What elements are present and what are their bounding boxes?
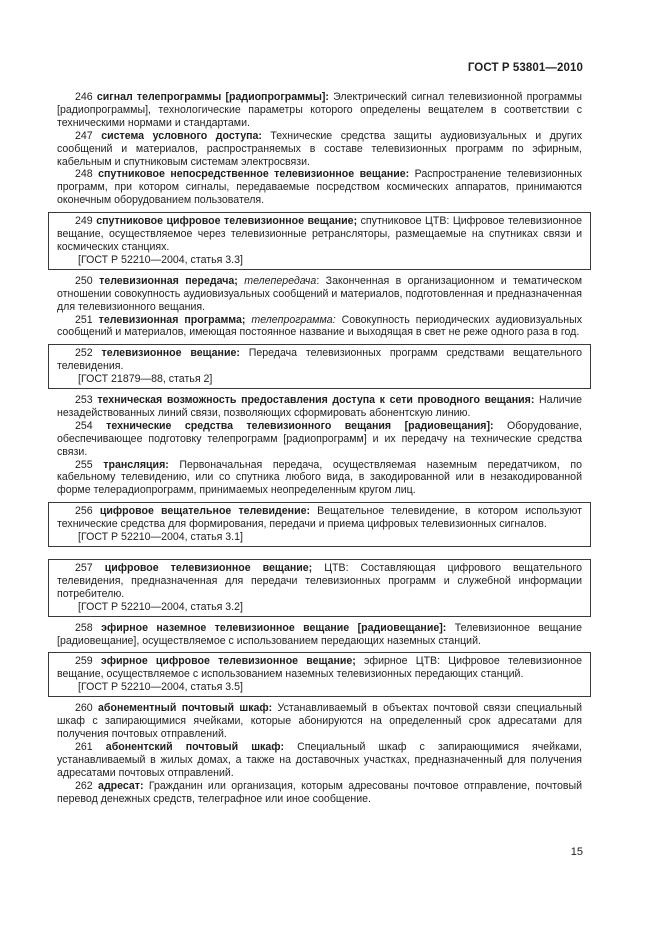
term-entry-255: 255 трансляция: Первоначальная передача, осуществляемая наземным передатчиком, по кабельному телевидению, или со спутника любого вида, в закодированной или в незакодированной форме телерадиопрограмм, принимаемых неопределенным кругом лиц.: [57, 458, 582, 497]
term-entry-252: 252 телевизионное вещание: Передача телевизионных программ средствами вещательного телевидения.: [57, 347, 582, 373]
term-name: телевизионное вещание:: [101, 347, 240, 360]
term-box-252: [48, 344, 591, 389]
term-entry-258: 258 эфирное наземное телевизионное вещание [радиовещание]: Телевизионное вещание [радиовещание], осуществляемое с использованием передающих наземных станций.: [57, 621, 582, 647]
page-number: 15: [570, 846, 583, 858]
document-header-id: ГОСТ Р 53801—2010: [467, 62, 583, 74]
term-source: [ГОСТ Р 52210—2004, статья 3.3]: [78, 253, 243, 266]
term-definition: Гражданин или организация, которым адресованы почтовое отправление, почтовый перевод денежных средств, телеграфное или иное сообщение.: [57, 779, 582, 805]
term-entry-247: 247 система условного доступа: Технические средства защиты аудиовизуальных и других сообщений и материалов, распространяемых в составе телевизионных программ по эфирным, кабельным и спутниковым системам электросвязи.: [57, 129, 582, 168]
term-entry-254: 254 технические средства телевизионного вещания [радиовещания]: Оборудование, обеспечивающее подготовку телепрограмм [радиопрограмм] и их передачу на технические средства связи.: [57, 419, 582, 458]
terms-list: [57, 91, 582, 805]
term-entry-249: 249 спутниковое цифровое телевизионное вещание; спутниковое ЦТВ: Цифровое телевизионное вещание, осуществляемое через телевизионные ретрансляторы, размещаемые на спутниках связи и космических станциях.: [57, 215, 582, 253]
term-name: сигнал телепрограммы [радиопрограммы]:: [96, 91, 329, 103]
term-box-256: [48, 502, 591, 547]
term-source: [ГОСТ 21879—88, статья 2]: [78, 373, 213, 386]
term-definition: Наличие незадействованных линий связи, позволяющих сформировать абонентскую линию.: [57, 394, 583, 419]
term-box-257: [48, 559, 591, 617]
term-definition: Вещательное телевидение, в котором используют технические средства для формирования, передачи и приема цифровых телевизионных сигналов.: [57, 505, 582, 531]
term-source: [ГОСТ Р 52210—2004, статья 3.5]: [78, 681, 243, 694]
term-name: абонентский почтовый шкаф:: [105, 740, 285, 753]
term-name: телевизионная программа;: [98, 313, 246, 326]
term-entry-248: 248 спутниковое непосредственное телевизионное вещание: Распространение телевизионных программ, при котором сигналы, передаваемые посредством космических аппаратов, принимаются оконечным оборудованием пользователя.: [57, 168, 582, 207]
term-name: эфирное наземное телевизионное вещание [радиовещание]:: [101, 621, 447, 634]
term-definition: спутниковое ЦТВ: Цифровое телевизионное вещание, осуществляемое через телевизионные ретрансляторы, размещаемые на спутниках связи и космических станциях.: [57, 215, 582, 253]
term-name: телевизионная передача;: [99, 274, 238, 287]
term-abbreviation: телепередача: [244, 274, 317, 287]
term-entry-261: 261 абонентский почтовый шкаф: Специальный шкаф с запирающимися ячейками, устанавливаемый в жилых домах, а также на доставочных участках, предназначенный для получения адресатами почтовых отправлений.: [57, 740, 582, 779]
term-name: цифровое телевизионное вещание;: [104, 562, 313, 574]
term-abbreviation: телепрограмма:: [251, 313, 336, 326]
term-name: технические средства телевизионного вещания [радиовещания]:: [106, 419, 494, 432]
term-name: эфирное цифровое телевизионное вещание;: [100, 655, 356, 668]
term-definition: Телевизионное вещание [радиовещание], осуществляемое с использованием передающих наземных станций.: [57, 621, 582, 647]
term-definition: Совокупность периодических аудиовизуальных сообщений и материалов, имеющая постоянное название и выходящая в свет не реже одного раза в год.: [57, 313, 582, 339]
term-source: [ГОСТ Р 52210—2004, статья 3.2]: [78, 600, 243, 613]
term-definition: ЦТВ: Составляющая цифрового вещательного телевидения, предназначенная для передачи телевизионных программ и служебной информации потребителю.: [57, 562, 582, 600]
term-definition: Устанавливаемый в объектах почтовой связи специальный шкаф с запирающимися ячейками, которые абонируются на определенный срок адресатами для получения почтовых отправлений.: [57, 702, 583, 740]
term-entry-256: 256 цифровое вещательное телевидение: Вещательное телевидение, в котором используют технические средства для формирования, передачи и приема цифровых телевизионных сигналов.: [57, 505, 582, 531]
term-definition: Оборудование, обеспечивающее подготовку телепрограмм [радиопрограмм] и их передачу на технические средства связи.: [57, 419, 582, 458]
term-name: цифровое вещательное телевидение:: [99, 505, 311, 518]
term-entry-246: 246 сигнал телепрограммы [радиопрограммы]: Электрический сигнал телевизионной программы [радиопрограммы], технологические параметры которого определены вещателем в соответствии с техническими нормами и стандартами.: [57, 91, 582, 129]
term-entry-251: 251 телевизионная программа; телепрограмма: Совокупность периодических аудиовизуальных сообщений и материалов, имеющая постоянное название и выходящая в свет не реже одного раза в год.: [57, 313, 582, 339]
term-name: адресат:: [98, 779, 144, 792]
term-box-259: [48, 652, 591, 697]
term-name: система условного доступа:: [101, 129, 262, 142]
term-definition: Передача телевизионных программ средствами вещательного телевидения.: [57, 347, 582, 373]
term-definition: Технические средства защиты аудиовизуальных и других сообщений и материалов, распространяемых в составе телевизионных программ по эфирным, кабельным и спутниковым системам электросвязи.: [57, 129, 582, 168]
term-name: трансляция:: [103, 458, 169, 471]
term-definition: Электрический сигнал телевизионной программы [радиопрограммы], технологические параметры которого определены вещателем в соответствии с техническими нормами и стандартами.: [57, 91, 582, 129]
term-name: техническая возможность предоставления доступа к сети проводного вещания:: [97, 394, 535, 407]
term-definition: Распространение телевизионных программ, при котором сигналы, передаваемые посредством космических аппаратов, принимаются оконечным оборудованием пользователя.: [57, 168, 582, 207]
term-box-249: [48, 212, 591, 270]
term-entry-250: 250 телевизионная передача; телепередача: Законченная в организационном и тематическом отношении совокупность аудиовизуальных сообщений и материалов, подготовленная и предназначенная для телевизионного вещания.: [57, 274, 583, 313]
term-definition: Специальный шкаф с запирающимися ячейками, устанавливаемый в жилых домах, а также на доставочных участках, предназначенный для получения адресатами почтовых отправлений.: [57, 740, 582, 779]
term-name: спутниковое цифровое телевизионное вещание;: [96, 215, 358, 228]
term-entry-260: 260 абонементный почтовый шкаф: Устанавливаемый в объектах почтовой связи специальный шкаф с запирающимися ячейками, которые абонируются на определенный срок адресатами для получения почтовых отправлений.: [57, 702, 583, 740]
term-name: абонементный почтовый шкаф:: [98, 702, 273, 715]
term-definition: Первоначальная передача, осуществляемая наземным передатчиком, по кабельному телевидению, или со спутника любого вида, в закодированной или в незакодированной форме телерадиопрограмм, принимаемых неопределенным кругом лиц.: [57, 458, 582, 497]
term-source: [ГОСТ Р 52210—2004, статья 3.1]: [78, 531, 243, 544]
term-definition: эфирное ЦТВ: Цифровое телевизионное вещание, осуществляемое с использованием наземных телевизионных передающих станций.: [57, 655, 583, 681]
term-name: спутниковое непосредственное телевизионное вещание:: [98, 168, 410, 181]
term-entry-262: 262 адресат: Гражданин или организация, которым адресованы почтовое отправление, почтовый перевод денежных средств, телеграфное или иное сообщение.: [57, 779, 582, 805]
term-entry-253: 253 техническая возможность предоставления доступа к сети проводного вещания: Наличие незадействованных линий связи, позволяющих сформировать абонентскую линию.: [57, 394, 583, 419]
term-entry-257: 257 цифровое телевизионное вещание; ЦТВ: Составляющая цифрового вещательного телевидения, предназначенная для передачи телевизионных программ и служебной информации потребителю.: [57, 562, 582, 600]
term-definition: : Законченная в организационном и тематическом отношении совокупность аудиовизуальных сообщений и материалов, подготовленная и предназначенная для телевизионного вещания.: [57, 274, 583, 313]
term-entry-259: 259 эфирное цифровое телевизионное вещание; эфирное ЦТВ: Цифровое телевизионное вещание, осуществляемое с использованием наземных телевизионных передающих станций.: [57, 655, 583, 681]
